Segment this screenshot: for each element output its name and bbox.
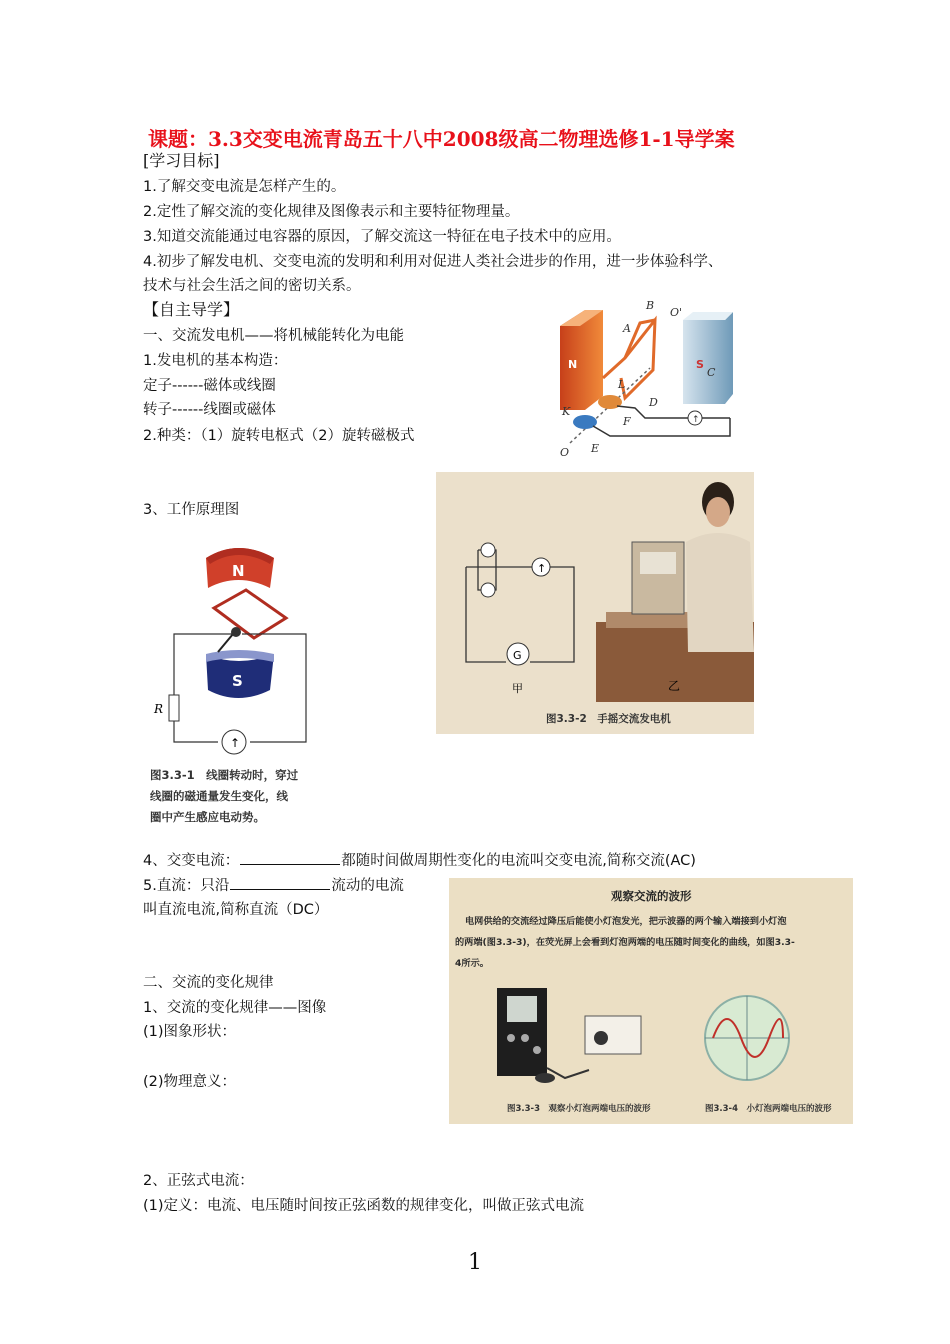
fig332-yi: 乙 bbox=[668, 679, 681, 693]
figure-3-3-1 bbox=[146, 530, 346, 830]
fig1-label: O bbox=[560, 446, 570, 458]
dc-blank[interactable] bbox=[230, 875, 330, 890]
fig1-label: F bbox=[623, 415, 631, 428]
objective-item: 技术与社会生活之间的密切关系。 bbox=[143, 278, 361, 294]
rotor-line: 转子------线圈或磁体 bbox=[143, 402, 276, 418]
sec2-heading: 二、交流的变化规律 bbox=[143, 975, 274, 991]
svg-text:↑: ↑ bbox=[230, 736, 241, 750]
wave-text: 4所示。 bbox=[455, 958, 489, 969]
wave-heading: 观察交流的波形 bbox=[611, 889, 692, 903]
wave-text: 的两端(图3.3-3)，在荧光屏上会看到灯泡两端的电压随时间变化的曲线，如图3.3- bbox=[455, 937, 795, 948]
fig1-label: D bbox=[649, 396, 658, 409]
sec1-heading: 一、交流发电机——将机械能转化为电能 bbox=[143, 328, 404, 344]
stator-line: 定子------磁体或线圈 bbox=[143, 378, 276, 394]
page-title: 课题：3.3交变电流青岛五十八中2008级高二物理选修1-1导学案 bbox=[148, 127, 735, 151]
fig1-label: B bbox=[646, 299, 655, 312]
dc-definition: 5.直流：只沿 流动的电流 bbox=[143, 875, 404, 896]
fig1-label: E bbox=[591, 442, 600, 455]
fig332-jia: 甲 bbox=[512, 682, 523, 695]
objectives-heading: [学习目标] bbox=[143, 151, 220, 170]
figure-wave-observation bbox=[449, 878, 853, 1124]
self-study-heading: 【自主导学】 bbox=[143, 300, 240, 319]
structure-line: 1.发电机的基本构造： bbox=[143, 353, 288, 369]
fig331-s: S bbox=[232, 672, 243, 690]
fig1-label: A bbox=[623, 322, 631, 335]
page-number: 1 bbox=[468, 1250, 482, 1275]
fig1-label: C bbox=[707, 366, 716, 379]
sec2-sub1: 1、交流的变化规律——图像 bbox=[143, 1000, 327, 1016]
fig332-g: G bbox=[513, 649, 522, 662]
objective-item: 1.了解交变电流是怎样产生的。 bbox=[143, 179, 346, 195]
generator-diagram bbox=[555, 298, 740, 458]
principle-line: 3、工作原理图 bbox=[143, 502, 240, 518]
figure-3-3-2 bbox=[436, 472, 754, 734]
fig331-caption: 圈中产生感应电动势。 bbox=[150, 810, 265, 824]
sine-definition: (1)定义：电流、电压随时间按正弦函数的规律变化，叫做正弦式电流 bbox=[143, 1198, 585, 1214]
fig1-label: L bbox=[618, 378, 626, 391]
fig1-label: O' bbox=[670, 306, 683, 319]
physical-meaning: (2)物理意义： bbox=[143, 1074, 237, 1090]
sec2-sub2: 2、正弦式电流： bbox=[143, 1173, 254, 1189]
svg-text:↑: ↑ bbox=[692, 415, 700, 425]
wave-text: 电网供给的交流经过降压后能使小灯泡发光，把示波器的两个输入端接到小灯泡 bbox=[465, 916, 787, 927]
fig331-caption: 线圈的磁通量发生变化，线 bbox=[150, 789, 288, 803]
wave-caption: 图3.3-4 小灯泡两端电压的波形 bbox=[705, 1104, 832, 1114]
wave-caption: 图3.3-3 观察小灯泡两端电压的波形 bbox=[507, 1104, 651, 1114]
fig1-label: N bbox=[568, 358, 578, 371]
fig1-label: K bbox=[562, 405, 571, 418]
objective-item: 2.定性了解交流的变化规律及图像表示和主要特征物理量。 bbox=[143, 204, 520, 220]
svg-text:↑: ↑ bbox=[537, 562, 547, 575]
objective-item: 3.知道交流能通过电容器的原因，了解交流这一特征在电子技术中的应用。 bbox=[143, 229, 621, 245]
dc-definition-line2: 叫直流电流,简称直流（DC） bbox=[143, 902, 329, 918]
types-line: 2.种类：（1）旋转电枢式（2）旋转磁极式 bbox=[143, 428, 415, 444]
fig331-caption: 图3.3-1 线圈转动时，穿过 bbox=[150, 768, 299, 782]
fig331-r: R bbox=[154, 702, 164, 716]
graph-shape: (1)图象形状： bbox=[143, 1024, 237, 1040]
ac-definition: 4、交变电流： 都随时间做周期性变化的电流叫交变电流,简称交流(AC) bbox=[143, 850, 696, 871]
fig332-caption: 图3.3-2 手摇交流发电机 bbox=[546, 713, 671, 725]
objective-item: 4.初步了解发电机、交变电流的发明和利用对促进人类社会进步的作用，进一步体验科学、 bbox=[143, 254, 723, 270]
fig1-label: S bbox=[696, 358, 704, 371]
ac-blank[interactable] bbox=[240, 850, 340, 865]
fig331-n: N bbox=[232, 562, 245, 580]
